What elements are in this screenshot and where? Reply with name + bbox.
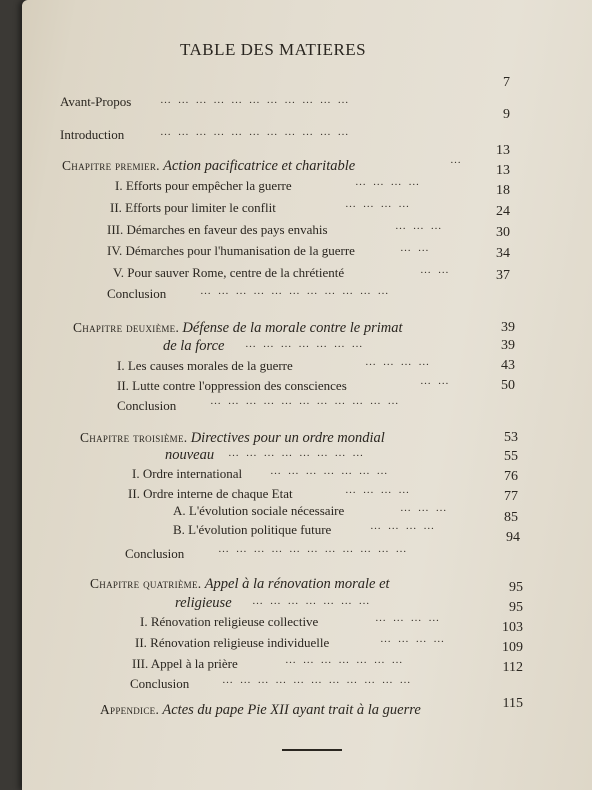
toc-section: I. Les causes morales de la guerre [117, 358, 293, 373]
toc-leader: … … [420, 264, 451, 276]
toc-page-number: 94 [506, 530, 520, 545]
toc-section: Conclusion [125, 546, 185, 561]
toc-leader: … … … … [355, 176, 422, 188]
toc-leader: … … … … [345, 484, 412, 496]
appendix-title: Actes du pape Pie XII ayant trait à la guerre [162, 702, 421, 718]
toc-leader: … … … … … … … … … … … [200, 285, 391, 297]
toc-leader: … … … … … … … … … … … [160, 126, 351, 138]
toc-leader: … … … … … … … … … … … [210, 395, 401, 407]
toc-section: I. Ordre international [132, 466, 243, 481]
chapter-prefix: Chapitre quatrième. [90, 576, 202, 591]
toc-leader: … … … … [375, 612, 442, 624]
toc-section: III. Démarches en faveur des pays envahis [107, 222, 328, 237]
toc-page-number: 112 [502, 660, 523, 675]
toc-page-number: 95 [509, 580, 523, 595]
toc-section: II. Efforts pour limiter le conflit [110, 200, 276, 215]
toc-leader: … … … … [380, 633, 447, 645]
toc-section: Conclusion [117, 398, 177, 413]
toc-page-number: 103 [502, 620, 523, 635]
toc-section: III. Appel à la prière [132, 656, 238, 671]
chapter-title-continued: nouveau [165, 447, 215, 463]
toc-leader: … … … … [345, 198, 412, 210]
toc-leader: … [450, 154, 463, 166]
toc-page-number: 85 [504, 510, 518, 525]
chapter-heading [62, 158, 355, 175]
chapter-prefix: Chapitre troisième. [80, 430, 188, 445]
toc-page-number: 50 [501, 378, 515, 393]
toc-page-number: 39 [501, 320, 515, 335]
toc-page-number: 115 [502, 696, 523, 711]
toc-leader: … … … … … … … … … … … [222, 674, 413, 686]
toc-leader: … … [400, 242, 431, 254]
toc-leader: … … … … … … … [252, 595, 372, 607]
toc-leader: … … [420, 375, 451, 387]
toc-leader: … … … … … … … … … … … [160, 94, 351, 106]
toc-page-number: 53 [504, 430, 518, 445]
toc-leader: … … … [400, 502, 449, 514]
toc-entry-avant-propos: Avant-Propos [60, 94, 132, 109]
appendix-prefix: Appendice. [100, 702, 160, 717]
chapter-title: Action pacificatrice et charitable [163, 158, 356, 174]
chapter-heading [73, 320, 403, 337]
toc-page-number: 18 [496, 183, 510, 198]
toc-leader: … … … … … … … [285, 654, 405, 666]
toc-section: II. Ordre interne de chaque Etat [128, 486, 293, 501]
toc-page-number: 39 [501, 338, 515, 353]
toc-leader: … … … … [365, 356, 432, 368]
toc-page-number: 24 [496, 204, 510, 219]
toc-section: IV. Démarches pour l'humanisation de la guerre [107, 243, 355, 258]
chapter-prefix: Chapitre premier. [62, 158, 160, 173]
toc-leader: … … … … … … … … … … … [218, 543, 409, 555]
page-title: TABLE DES MATIERES [180, 40, 367, 59]
toc-subsection: A. L'évolution sociale nécessaire [173, 503, 345, 518]
toc-page-number: 77 [504, 489, 518, 504]
toc-section: II. Lutte contre l'oppression des consciences [117, 378, 347, 393]
toc-page-number: 95 [509, 600, 523, 615]
toc-page-number: 37 [496, 268, 510, 283]
toc-section: V. Pour sauver Rome, centre de la chrétienté [113, 265, 345, 280]
toc-page-number: 9 [503, 107, 510, 122]
toc-entry-introduction: Introduction [60, 127, 125, 142]
toc-leader: … … … … [370, 520, 437, 532]
toc-section: Conclusion [107, 286, 167, 301]
closing-rule [282, 749, 342, 751]
chapter-heading [90, 576, 390, 593]
toc-leader: … … … … … … … [245, 338, 365, 350]
chapter-title-continued: religieuse [175, 595, 232, 611]
toc-page-number: 30 [496, 225, 510, 240]
toc-page-number: 13 [496, 143, 510, 158]
toc-leader: … … … … … … … [270, 465, 390, 477]
toc-page-number: 7 [503, 75, 510, 90]
toc-page-number: 13 [496, 163, 510, 178]
toc-leader: … … … [395, 220, 444, 232]
appendix-heading [100, 702, 421, 719]
toc-subsection: B. L'évolution politique future [173, 522, 332, 537]
toc-leader: … … … … … … … … [228, 447, 366, 459]
toc-section: II. Rénovation religieuse individuelle [135, 635, 330, 650]
chapter-heading [80, 430, 385, 447]
toc-section: I. Rénovation religieuse collective [140, 614, 319, 629]
toc-page-number: 34 [496, 246, 510, 261]
chapter-title-continued: de la force [163, 338, 225, 354]
chapter-title: Appel à la rénovation morale et [204, 576, 390, 592]
toc-section: I. Efforts pour empêcher la guerre [115, 178, 292, 193]
chapter-prefix: Chapitre deuxième. [73, 320, 180, 335]
toc-section: Conclusion [130, 676, 190, 691]
toc-page-number: 55 [504, 449, 518, 464]
chapter-title: Défense de la morale contre le primat [182, 320, 403, 336]
toc-page-number: 43 [501, 358, 515, 373]
chapter-title: Directives pour un ordre mondial [190, 430, 385, 446]
toc-page-number: 109 [502, 640, 523, 655]
toc-page-number: 76 [504, 469, 518, 484]
